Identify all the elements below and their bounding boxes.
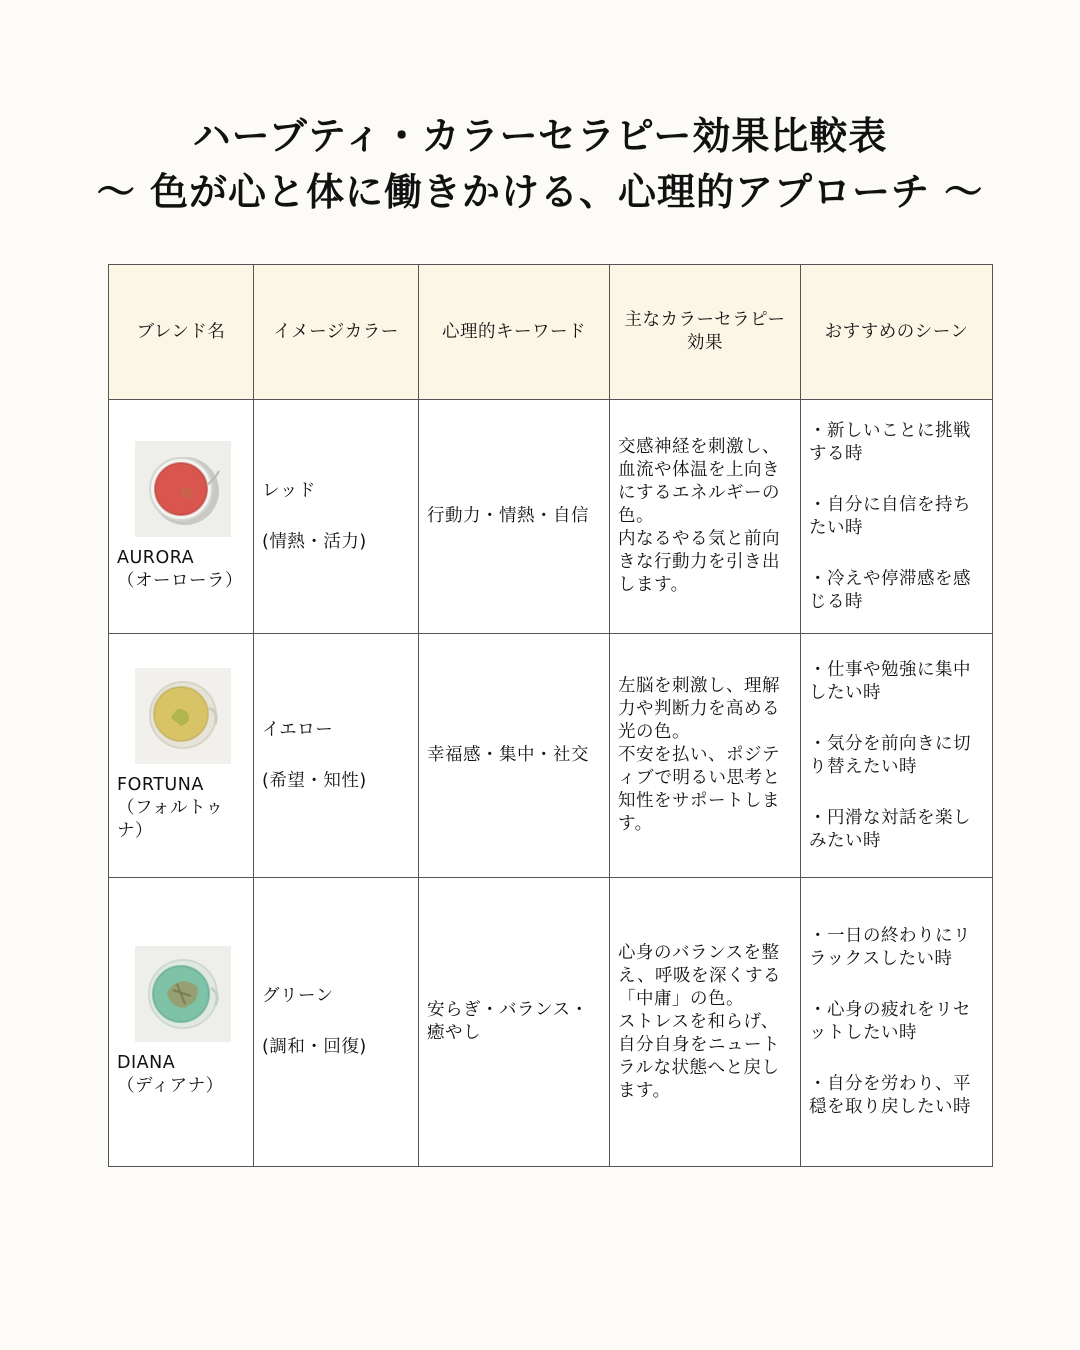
effect-cell (610, 634, 801, 878)
blend-kana: （オーローラ） (117, 570, 243, 591)
scene-item: ・気分を前向きに切り替えたい時 (809, 733, 971, 777)
scene-item: ・新しいことに挑戦する時 (809, 420, 971, 464)
scene-item: ・自分を労わり、平穏を取り戻したい時 (809, 1074, 971, 1117)
blend-cell (109, 878, 254, 1167)
green-tea-cup-photo (135, 946, 231, 1042)
scene-item: ・心身の疲れをリセットしたい時 (809, 1000, 971, 1043)
scenes-cell (801, 400, 993, 634)
yellow-tea-cup-photo (135, 668, 231, 764)
header-scenes: おすすめのシーン (801, 265, 993, 400)
blend-name: AURORA (117, 547, 195, 568)
effect-text-2: 不安を払い、ポジティブで明るい思考と知性をサポートします。 (618, 745, 781, 834)
page-title (0, 108, 1080, 220)
color-name: レッド (262, 480, 316, 501)
table-row (109, 878, 993, 1167)
table-header-row (109, 265, 993, 400)
title-line-2: 〜 色が心と体に働きかける、心理的アプローチ 〜 (96, 170, 984, 214)
keywords-cell: 幸福感・集中・社交 (419, 634, 610, 878)
effect-text-1: 交感神経を刺激し、血流や体温を上向きにするエネルギーの色。 (618, 437, 780, 526)
scene-item: ・冷えや停滞感を感じる時 (809, 568, 971, 612)
effect-cell (610, 400, 801, 634)
image-color-cell (254, 400, 419, 634)
scenes-cell (801, 634, 993, 878)
blend-cell (109, 634, 254, 878)
red-tea-cup-photo (135, 441, 231, 537)
scene-item: ・自分に自信を持ちたい時 (809, 494, 971, 538)
comparison-table (108, 264, 993, 1167)
effect-cell (610, 878, 801, 1167)
header-blend-name: ブレンド名 (109, 265, 254, 400)
color-meaning: (希望・知性) (262, 770, 367, 791)
color-name: イエロー (262, 719, 334, 740)
effect-text-1: 心身のバランスを整え、呼吸を深くする「中庸」の色。 (618, 942, 782, 1009)
image-color-cell (254, 878, 419, 1167)
keywords-cell: 安らぎ・バランス・癒やし (419, 878, 610, 1167)
blend-kana: （ディアナ） (117, 1076, 224, 1096)
blend-cell (109, 400, 254, 634)
color-meaning: (情熱・活力) (262, 531, 367, 552)
scene-item: ・一日の終わりにリラックスしたい時 (809, 926, 971, 969)
header-image-color: イメージカラー (254, 265, 419, 400)
effect-text-1: 左脳を刺激し、理解力や判断力を高める光の色。 (618, 676, 780, 742)
table-row (109, 634, 993, 878)
image-color-cell (254, 634, 419, 878)
effect-text-2: ストレスを和らげ、自分自身をニュートラルな状態へと戻します。 (618, 1011, 780, 1101)
scenes-cell (801, 878, 993, 1167)
title-line-1: ハーブティ・カラーセラピー効果比較表 (192, 114, 888, 158)
keywords-cell: 行動力・情熱・自信 (419, 400, 610, 634)
color-meaning: (調和・回復) (262, 1037, 367, 1057)
blend-name: FORTUNA (117, 775, 204, 795)
blend-name: DIANA (117, 1053, 176, 1073)
scene-item: ・仕事や勉強に集中したい時 (809, 659, 971, 703)
blend-kana: （フォルトゥナ） (117, 798, 224, 841)
scene-item: ・円滑な対話を楽しみたい時 (809, 807, 971, 851)
color-name: グリーン (262, 986, 334, 1006)
header-effect: 主なカラーセラピー効果 (610, 265, 801, 400)
effect-text-2: 内なるやる気と前向きな行動力を引き出します。 (618, 529, 780, 595)
header-keywords: 心理的キーワード (419, 265, 610, 400)
table-row (109, 400, 993, 634)
